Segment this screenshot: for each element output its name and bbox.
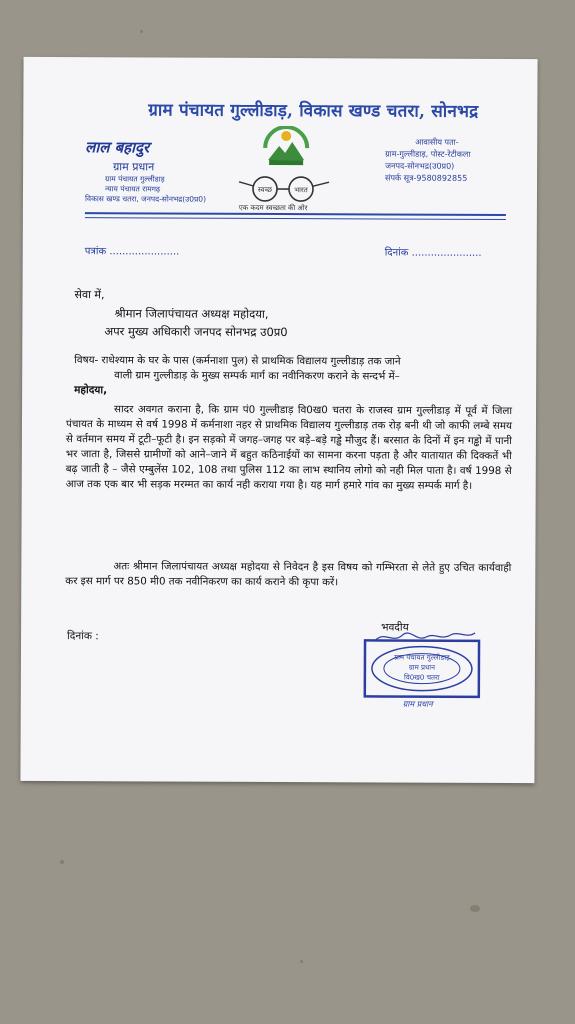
date-field: दिनांक ...................... xyxy=(384,247,482,259)
header-divider-thin xyxy=(85,217,506,220)
sewa-mein: सेवा में, xyxy=(74,288,105,302)
address-block xyxy=(385,136,470,184)
subject-line2: वाली ग्राम गुल्लीडाड़ के मुख्य सम्पर्क मार्ग का नवीनिकरण कराने के सन्दर्भ में– xyxy=(114,369,400,383)
swachh-right-text: भारत xyxy=(294,186,308,195)
stamp-caption: ग्राम प्रधान xyxy=(402,699,433,709)
stamp-line1: ग्राम पंचायत गुल्लीडाड़ xyxy=(394,653,450,662)
para2-text: अतः श्रीमान जिलापंचायत अध्यक्ष महोदया से निवेदन है इस विषय को गम्भिरता से लेते हुए उचित कार्यवाही कर इस मार्ग पर 850 मी0 तक नवीनिकरण का कार्य कराने की कृपा करें। xyxy=(65,560,512,589)
body-paragraph-2 xyxy=(65,559,511,591)
contact-number: संपर्क सूत्र-9580892855 xyxy=(385,173,468,183)
reference-number: पत्रांक ...................... xyxy=(84,246,180,258)
salutation: महोदया, xyxy=(74,384,108,397)
sender-name: लाल बहादुर xyxy=(85,138,150,157)
closing: भवदीय xyxy=(381,621,409,634)
tagline: एक कदम स्वच्छता की ओर xyxy=(238,203,308,213)
sender-line3: विकास खण्ड चतरा, जनपद-सोनभद्र(उ0प्र0) xyxy=(84,194,207,204)
sender-line2: न्याय पंचायत रामगढ़ xyxy=(104,184,161,194)
stamp-line3: वि0ख0 चतरा xyxy=(404,673,440,682)
letterhead-title: ग्राम पंचायत गुल्लीडाड़, विकास खण्ड चतरा, सोनभद्र xyxy=(148,100,479,122)
official-stamp xyxy=(359,634,485,705)
subject-line1: विषय- राधेश्याम के घर के पास (कर्मनाशा पुल) से प्राथमिक विद्यालय गुल्लीडाड़ तक जाने xyxy=(74,354,401,368)
address-label: आवासीय पता- xyxy=(415,137,459,147)
address-line2: जनपद-सोनभद्र(उ0प्र0) xyxy=(385,161,455,171)
subject xyxy=(74,353,506,385)
address-line1: ग्राम-गुल्लीडाड़, पोस्ट-रेटीकला xyxy=(385,149,471,159)
body-paragraph-1 xyxy=(66,402,512,494)
sender-block xyxy=(85,137,206,205)
addressee-line2: अपर मुख्य अधिकारी जनपद सोनभद्र उ0प्र0 xyxy=(104,324,288,340)
emblem-icon xyxy=(261,126,311,170)
sender-line1: ग्राम पंचायत गुल्लीडाड़ xyxy=(105,174,165,184)
swachh-left-text: स्वच्छ xyxy=(257,185,273,194)
addressee-line1: श्रीमान जिलापंचायत अध्यक्ष महोदया, xyxy=(114,306,269,321)
swachh-bharat-logo xyxy=(237,174,333,204)
sender-role: ग्राम प्रधान xyxy=(113,160,155,174)
header-divider xyxy=(85,212,506,216)
letter-page xyxy=(20,57,537,783)
stamp-line2: ग्राम प्रधान xyxy=(408,663,436,672)
date-label: दिनांक : xyxy=(67,630,99,643)
para1-text: सादर अवगत कराना है, कि ग्राम पं0 गुल्लीडाड़ वि0ख0 चतरा के राजस्व ग्राम गुल्लीडाड़ में पूर्व में जिला पंचायत के माध्यम से वर्ष 1998 में कर्मनाशा नहर से प्राथमिक विद्यालय गुल्लीडाड़ तक रोड़ बनी थी जो काफी लम्बे समय से वर्तमान समय में टूटी–फूटी है। इन सड़को में जगह–जगह पर बड़े–बड़े गड्ढे मौजुद हैं। बरसात के दिनों में इन गड्ढो में पानी भर जाता है, जिससे ग्रामीणों को आने–जाने में बहुत कठिनाईयों का सामना करना पड़ता है और यातायात की दिक्कतें भी बढ़ जाती है – जैसे एम्बुलेंस 102, 108 तथा पुलिस 112 का लाभ स्थानिय लोगो को नही मिल पाता है। वर्ष 1998 से आज तक एक बार भी सड़क मरम्मत का कार्य नही कराया गया है। यह मार्ग हमारे गांव का मुख्य सम्पर्क मार्ग है। xyxy=(65,403,513,492)
